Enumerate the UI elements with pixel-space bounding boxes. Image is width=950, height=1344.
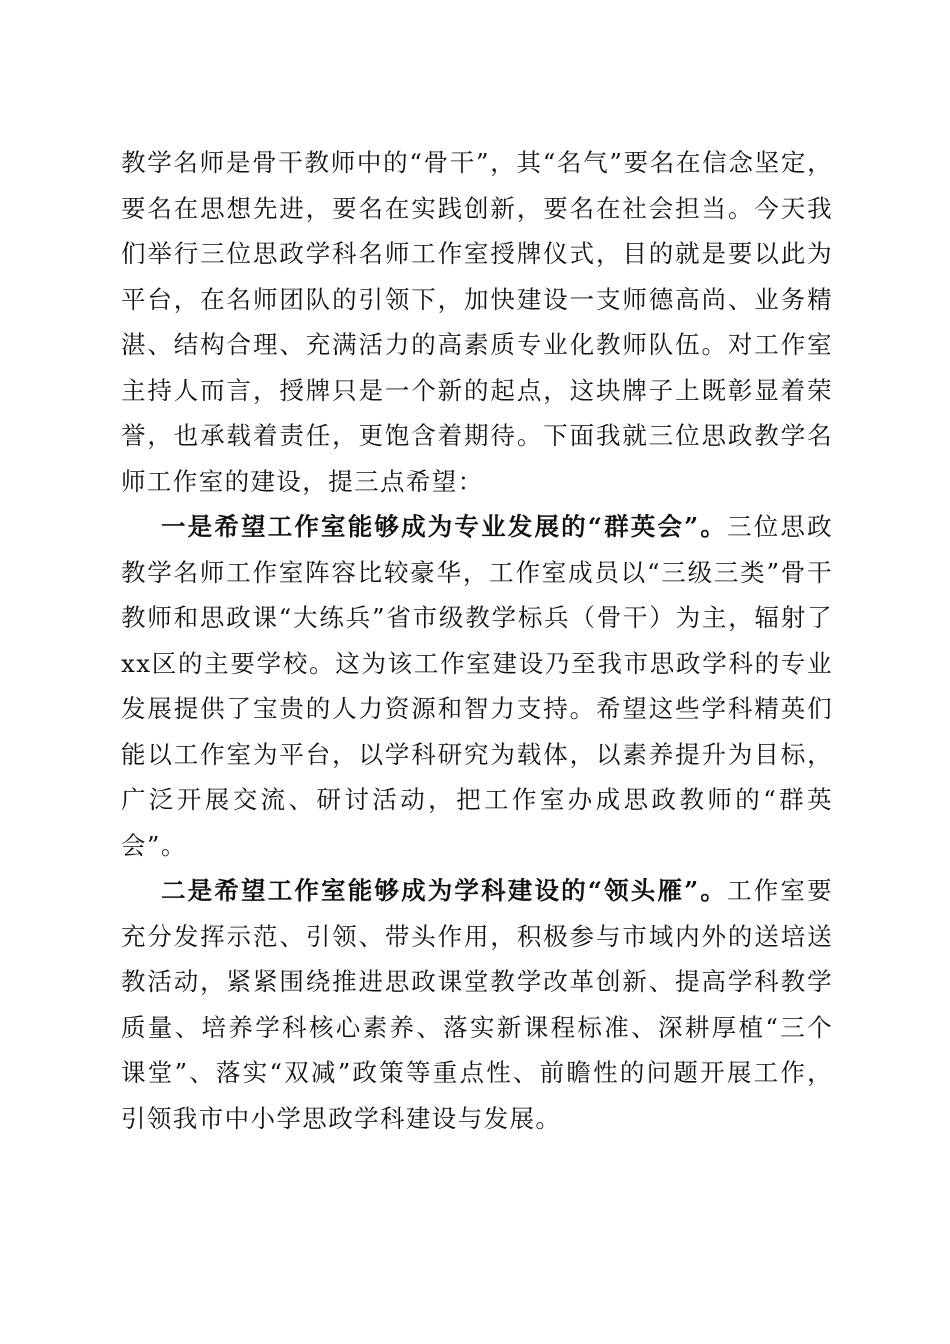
document-body — [121, 140, 833, 1141]
paragraph-hope-one — [121, 504, 833, 868]
paragraph-hope-one-heading: 一是希望工作室能够成为专业发展的“群英会”。 — [161, 512, 728, 541]
paragraph-hope-two — [121, 868, 833, 1141]
paragraph-hope-two-text: 工作室要充分发挥示范、引领、带头作用，积极参与市域内外的送培送教活动，紧紧围绕推进思政课堂教学改革创新、提高学科教学质量、培养学科核心素养、落实新课程标准、深耕厚植“三个课堂”、落实“双减”政策等重点性、前瞻性的问题开展工作，引领我市中小学思政学科建设与发展。 — [121, 876, 833, 1133]
paragraph-intro-text: 教学名师是骨干教师中的“骨干”，其“名气”要名在信念坚定，要名在思想先进，要名在实践创新，要名在社会担当。今天我们举行三位思政学科名师工作室授牌仪式，目的就是要以此为平台，在名师团队的引领下，加快建设一支师德高尚、业务精湛、结构合理、充满活力的高素质专业化教师队伍。对工作室主持人而言，授牌只是一个新的起点，这块牌子上既彰显着荣誉，也承载着责任，更饱含着期待。下面我就三位思政教学名师工作室的建设，提三点希望： — [121, 148, 833, 496]
paragraph-hope-two-heading: 二是希望工作室能够成为学科建设的“领头雁”。 — [161, 876, 728, 905]
paragraph-intro — [121, 140, 833, 504]
paragraph-hope-one-text: 三位思政教学名师工作室阵容比较豪华，工作室成员以“三级三类”骨干教师和思政课“大练兵”省市级教学标兵（骨干）为主，辐射了xx区的主要学校。这为该工作室建设乃至我市思政学科的专业发展提供了宝贵的人力资源和智力支持。希望这些学科精英们能以工作室为平台，以学科研究为载体，以素养提升为目标，广泛开展交流、研讨活动，把工作室办成思政教师的“群英会”。 — [121, 512, 833, 860]
